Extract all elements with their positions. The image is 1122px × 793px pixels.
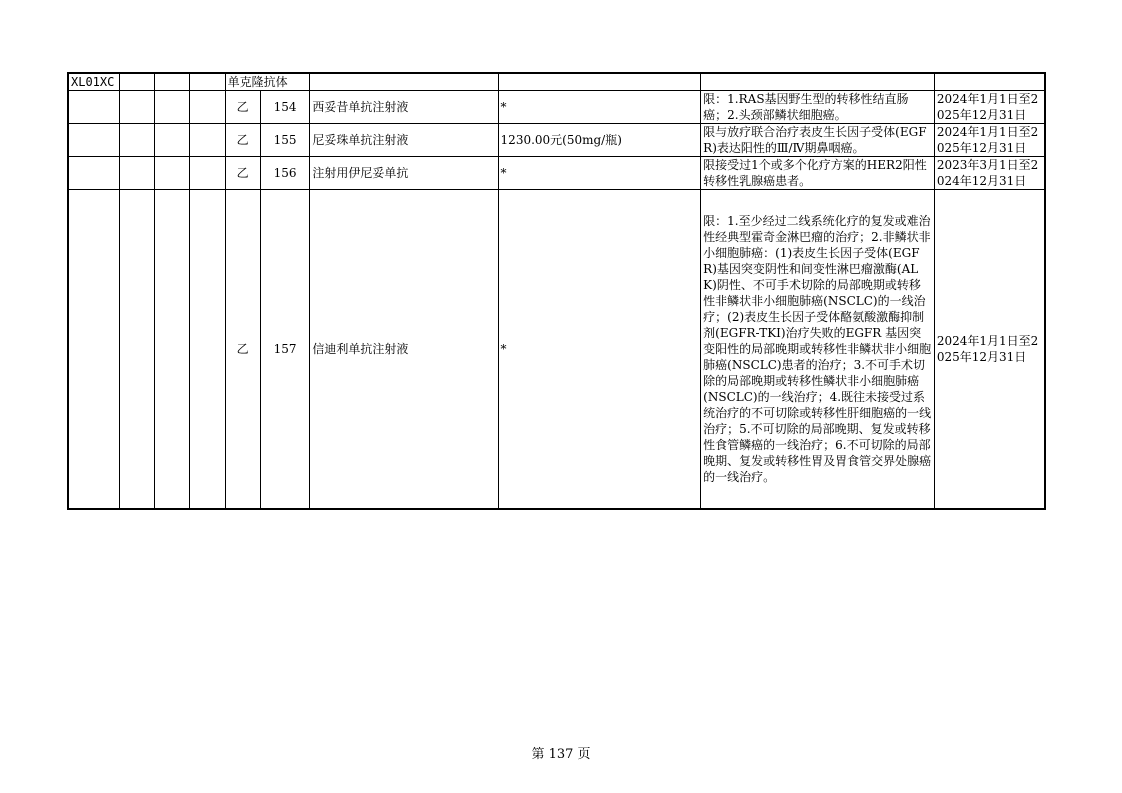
empty-cell — [190, 91, 225, 124]
restriction-cell: 限：1.RAS基因野生型的转移性结直肠癌；2.头颈部鳞状细胞癌。 — [701, 91, 935, 124]
period-cell: 2024年1月1日至2025年12月31日 — [934, 91, 1045, 124]
empty-cell — [120, 124, 155, 157]
page-number: 第 137 页 — [531, 747, 591, 762]
empty-cell — [120, 157, 155, 190]
grade-cell: 乙 — [225, 91, 260, 124]
empty-cell — [498, 73, 701, 91]
category-row — [68, 73, 1045, 91]
empty-cell — [68, 124, 120, 157]
drug-name-cell: 注射用伊尼妥单抗 — [310, 157, 498, 190]
empty-cell — [68, 91, 120, 124]
number-cell: 155 — [260, 124, 310, 157]
empty-cell — [120, 91, 155, 124]
empty-cell — [310, 73, 498, 91]
grade-cell: 乙 — [225, 124, 260, 157]
empty-cell — [68, 190, 120, 510]
number-cell: 154 — [260, 91, 310, 124]
empty-cell — [190, 157, 225, 190]
category-code-cell: XL01XC — [68, 73, 120, 91]
empty-cell — [155, 157, 190, 190]
price-cell: 1230.00元(50mg/瓶) — [498, 124, 701, 157]
empty-cell — [190, 73, 225, 91]
drug-name-cell: 信迪利单抗注射液 — [310, 190, 498, 510]
empty-cell — [120, 73, 155, 91]
grade-cell: 乙 — [225, 190, 260, 510]
empty-cell — [68, 157, 120, 190]
empty-cell — [155, 91, 190, 124]
drug-list-table — [67, 72, 1046, 510]
empty-cell — [701, 73, 935, 91]
price-cell: * — [498, 190, 701, 510]
empty-cell — [190, 190, 225, 510]
period-cell: 2024年1月1日至2025年12月31日 — [934, 124, 1045, 157]
empty-cell — [155, 73, 190, 91]
table-row — [68, 157, 1045, 190]
table-row — [68, 91, 1045, 124]
price-cell: * — [498, 157, 701, 190]
number-cell: 157 — [260, 190, 310, 510]
category-name-cell: 单克隆抗体 — [225, 73, 310, 91]
grade-cell: 乙 — [225, 157, 260, 190]
price-cell: * — [498, 91, 701, 124]
number-cell: 156 — [260, 157, 310, 190]
empty-cell — [190, 124, 225, 157]
drug-name-cell: 西妥昔单抗注射液 — [310, 91, 498, 124]
empty-cell — [934, 73, 1045, 91]
restriction-cell: 限与放疗联合治疗表皮生长因子受体(EGFR)表达阳性的Ⅲ/Ⅳ期鼻咽癌。 — [701, 124, 935, 157]
drug-name-cell: 尼妥珠单抗注射液 — [310, 124, 498, 157]
empty-cell — [155, 124, 190, 157]
restriction-cell: 限：1.至少经过二线系统化疗的复发或难治性经典型霍奇金淋巴瘤的治疗；2.非鳞状非小细胞肺癌：(1)表皮生长因子受体(EGFR)基因突变阴性和间变性淋巴瘤激酶(ALK)阴性、不可手术切除的局部晚期或转移性非鳞状非小细胞肺癌(NSCLC)的一线治疗；(2)表皮生长因子受体酪氨酸激酶抑制剂(EGFR-TKI)治疗失败的EGFR 基因突变阳性的局部晚期或转移性非鳞状非小细胞肺癌(NSCLC)患者的治疗；3.不可手术切除的局部晚期或转移性鳞状非小细胞肺癌(NSCLC)的一线治疗；4.既往未接受过系统治疗的不可切除或转移性肝细胞癌的一线治疗；5.不可切除的局部晚期、复发或转移性食管鳞癌的一线治疗；6.不可切除的局部晚期、复发或转移性胃及胃食管交界处腺癌的一线治疗。 — [701, 190, 935, 510]
restriction-cell: 限接受过1个或多个化疗方案的HER2阳性转移性乳腺癌患者。 — [701, 157, 935, 190]
table-row — [68, 124, 1045, 157]
period-cell: 2024年1月1日至2025年12月31日 — [934, 190, 1045, 510]
period-cell: 2023年3月1日至2024年12月31日 — [934, 157, 1045, 190]
table-row — [68, 190, 1045, 510]
empty-cell — [155, 190, 190, 510]
empty-cell — [120, 190, 155, 510]
